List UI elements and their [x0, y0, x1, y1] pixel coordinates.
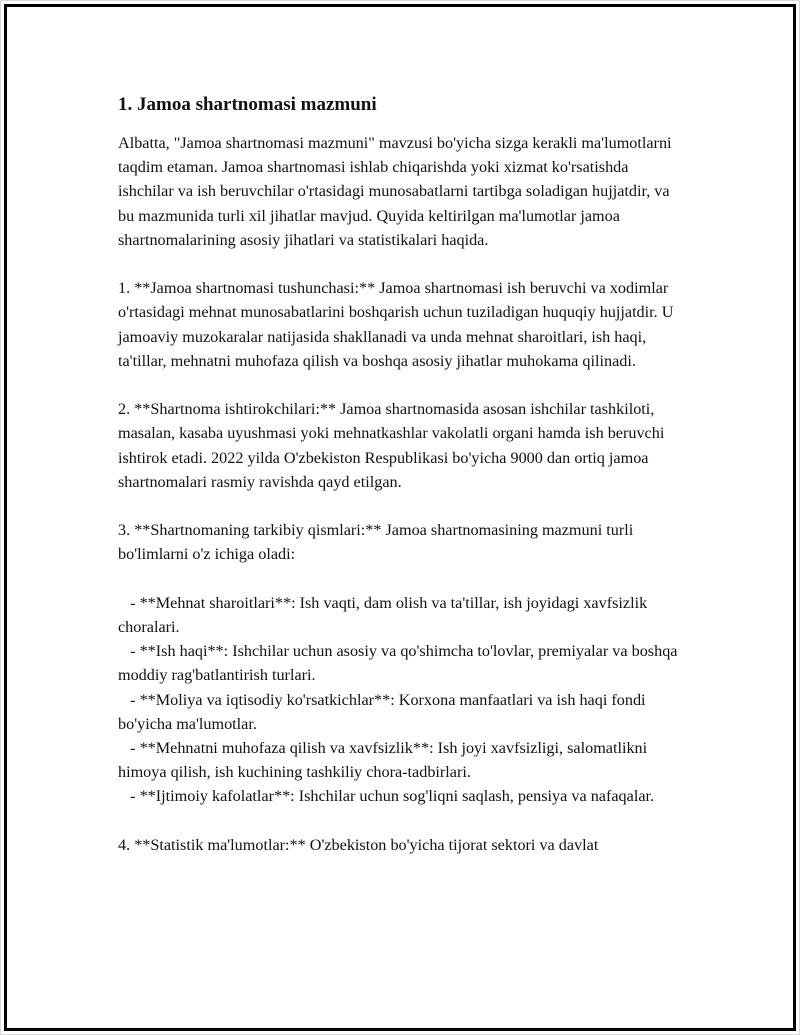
list-item-text: **Mehnat sharoitlari**: Ish vaqti, dam olish va ta'tillar, ish joyidagi xavfsizlik choralari.	[118, 593, 648, 636]
section-2-paragraph: 2. **Shartnoma ishtirokchilari:** Jamoa shartnomasida asosan ishchilar tashkiloti, masalan, kasaba uyushmasi yoki mehnatkashlar vakolatli organi hamda ish beruvchi ishtirok etadi. 2022 yilda O'zbekiston Respublikasi bo'yicha 9000 dan ortiq jamoa shartnomalari rasmiy ravishda qayd etilgan.	[118, 400, 665, 491]
list-item	[118, 784, 688, 808]
list-item-text: **Moliya va iqtisodiy ko'rsatkichlar**: Korxona manfaatlari va ish haqi fondi bo'yicha ma'lumotlar.	[118, 690, 646, 733]
components-list	[118, 591, 688, 809]
list-marker: -	[118, 690, 140, 709]
list-marker: -	[118, 593, 140, 612]
section-1-paragraph: 1. **Jamoa shartnomasi tushunchasi:** Jamoa shartnomasi ish beruvchi va xodimlar o'rtasidagi mehnat munosabatlarini boshqarish uchun tuziladigan huquqiy hujjatdir. U jamoaviy muzokaralar natijasida shakllanadi va unda mehnat sharoitlari, ish haqi, ta'tillar, mehnatni muhofaza qilish va boshqa asosiy jihatlar muhokama qilinadi.	[118, 279, 674, 370]
intro-paragraph: Albatta, "Jamoa shartnomasi mazmuni" mavzusi bo'yicha sizga kerakli ma'lumotlarni taqdim etaman. Jamoa shartnomasi ishlab chiqarishda yoki xizmat ko'rsatishda ishchilar va ish beruvchilar o'rtasidagi munosabatlarni tartibga soladigan hujjatdir, va bu mazmunida turli xil jihatlar mavjud. Quyida keltirilgan ma'lumotlar jamoa shartnomalarining asosiy jihatlari va statistikalari haqida.	[118, 134, 672, 249]
section-3-paragraph: 3. **Shartnomaning tarkibiy qismlari:** Jamoa shartnomasining mazmuni turli bo'limlarni o'z ichiga oladi:	[118, 521, 634, 564]
list-marker: -	[118, 787, 140, 806]
list-item	[118, 688, 688, 736]
list-item-text: **Mehnatni muhofaza qilish va xavfsizlik**: Ish joyi xavfsizligi, salomatlikni himoya qilish, ish kuchining tashkiliy chora-tadbirlari.	[118, 739, 648, 782]
list-marker: -	[118, 642, 140, 661]
spacer	[118, 809, 688, 833]
list-item	[118, 639, 688, 687]
list-item-text: **Ijtimoiy kafolatlar**: Ishchilar uchun sog'liqni saqlash, pensiya va nafaqalar.	[139, 787, 655, 806]
document-heading: 1. Jamoa shartnomasi mazmuni	[118, 94, 377, 115]
list-item	[118, 736, 688, 784]
list-marker: -	[118, 739, 140, 758]
list-item	[118, 591, 688, 639]
section-4-paragraph: 4. **Statistik ma'lumotlar:** O'zbekiston bo'yicha tijorat sektori va davlat	[118, 835, 599, 854]
document-body	[118, 90, 688, 881]
list-item-text: **Ish haqi**: Ishchilar uchun asosiy va qo'shimcha to'lovlar, premiyalar va boshqa moddiy rag'batlantirish turlari.	[118, 642, 678, 685]
